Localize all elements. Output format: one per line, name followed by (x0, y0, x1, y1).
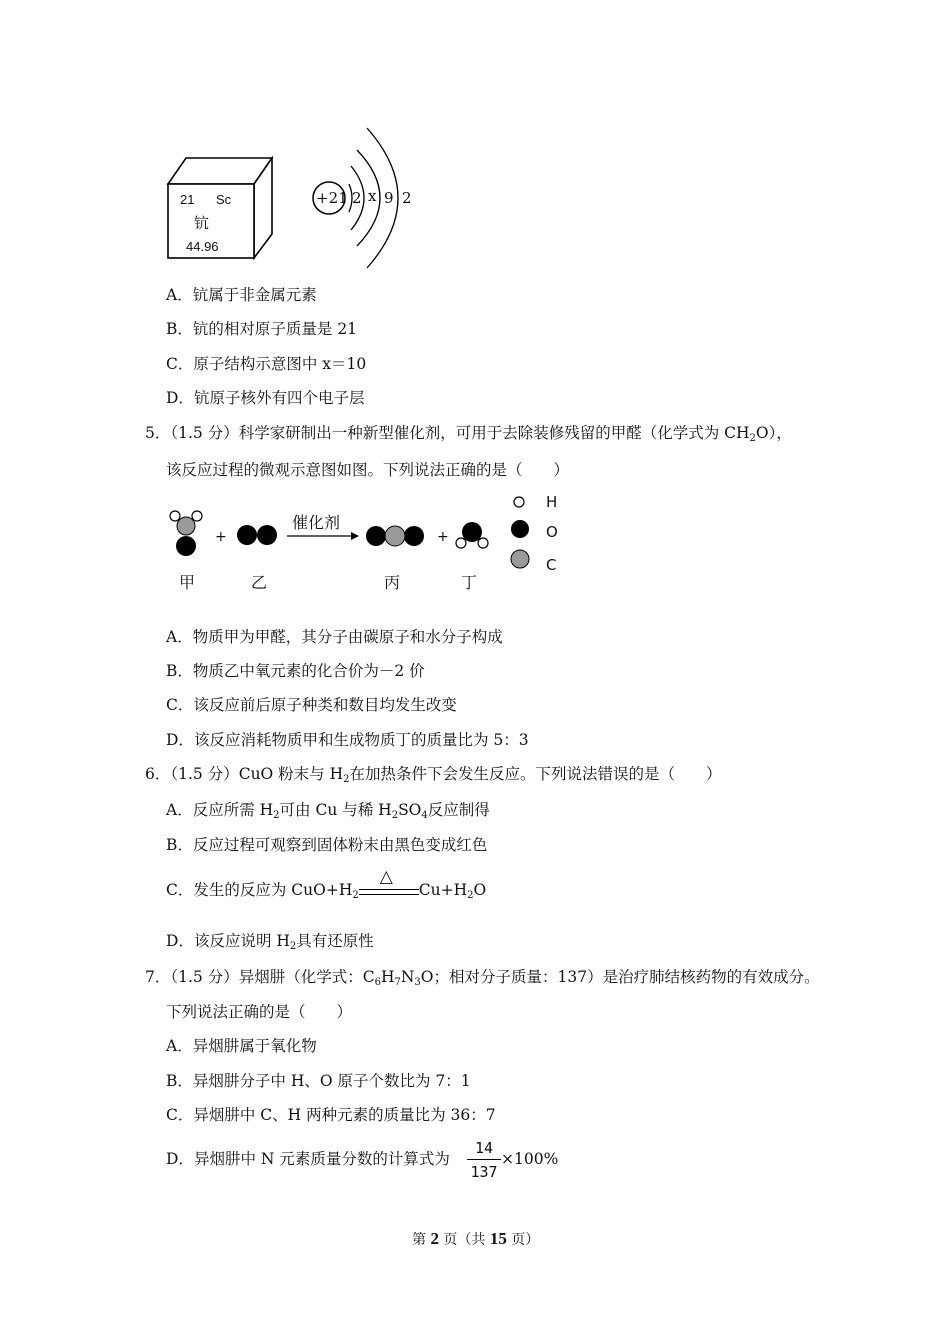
q7-option-d: D．异烟肼中 N 元素质量分数的计算式为 (166, 1150, 450, 1168)
q7-option-a: A．异烟肼属于氧化物 (166, 1037, 317, 1055)
q4-option-a: A．钪属于非金属元素 (166, 286, 317, 304)
q6-option-d: D．该反应说明 $H_2$具有还原性 (166, 932, 374, 952)
equals-bar (359, 889, 419, 895)
fraction-bar (467, 1159, 501, 1160)
element-number: 21 (180, 192, 195, 207)
q5-stem-line2: 该反应过程的微观示意图如图。下列说法正确的是（ ） (166, 461, 570, 479)
q7-stem-line1: 7．（1.5 分）异烟肼（化学式：$C_6H_7N_3O$；相对分子质量：137）是治疗肺结核药物的有效成分。 (145, 968, 820, 988)
page-footer: 第 2 页（共 15 页） (412, 1229, 540, 1248)
label-bing: 丙 (384, 573, 401, 592)
q7-stem-line2: 下列说法正确的是（ ） (166, 1003, 353, 1021)
q4-option-b: B．钪的相对原子质量是 21 (166, 320, 358, 338)
legend-c-label: C (546, 556, 557, 574)
shell-3-count: 9 (384, 189, 394, 207)
q5-stem-line1: 5．（1.5 分）科学家研制出一种新型催化剂，可用于去除装修残留的甲醛（化学式为 $CH_2O$）， (145, 424, 792, 444)
reaction-micro-diagram (165, 495, 585, 580)
nucleus-charge: +21 (316, 189, 348, 207)
q5-option-b: B．物质乙中氧元素的化合价为－2 价 (166, 662, 425, 680)
q6-stem: 6．（1.5 分）CuO 粉末与 $H_2$在加热条件下会发生反应。下列说法错误的是（ ） (145, 765, 722, 785)
q6-option-c: C．发生的反应为 $CuO+H_2$ △ $Cu+H_2O$ (166, 867, 487, 901)
legend-h-label: H (546, 493, 558, 511)
q7-option-b: B．异烟肼分子中 H、O 原子个数比为 7：1 (166, 1072, 471, 1090)
label-ding: 丁 (461, 573, 478, 592)
q5-option-a: A．物质甲为甲醛，其分子由碳原子和水分子构成 (166, 628, 503, 646)
reaction-plus-2: + (437, 529, 449, 545)
legend-o-label: O (546, 523, 558, 541)
q6-option-a: A．反应所需 $H_2$可由 Cu 与稀 $H_2SO_4$反应制得 (166, 801, 490, 821)
q4-option-d: D．钪原子核外有四个电子层 (166, 389, 365, 407)
fraction-suffix: ×100% (501, 1150, 559, 1168)
shell-1-count: 2 (352, 189, 362, 207)
fraction-numerator: 14 (474, 1139, 494, 1157)
element-name: 钪 (194, 214, 210, 232)
q6-option-b: B．反应过程可观察到固体粉末由黑色变成红色 (166, 836, 488, 854)
label-yi: 乙 (251, 573, 268, 592)
element-symbol: Sc (216, 192, 232, 207)
shell-4-count: 2 (402, 189, 412, 207)
label-jia: 甲 (179, 573, 196, 592)
heat-condition-symbol: △ (379, 867, 393, 887)
q5-option-c: C．该反应前后原子种类和数目均发生改变 (166, 696, 457, 714)
element-mass: 44.96 (186, 239, 219, 254)
reaction-plus-1: + (215, 529, 227, 545)
reaction-catalyst-label: 催化剂 (292, 513, 341, 532)
q7-option-c: C．异烟肼中 C、H 两种元素的质量比为 36：7 (166, 1106, 496, 1124)
shell-2-count: x (368, 187, 377, 205)
q5-option-d: D．该反应消耗物质甲和生成物质丁的质量比为 5：3 (166, 731, 529, 749)
fraction-denominator: 137 (470, 1163, 498, 1181)
q4-option-c: C．原子结构示意图中 x＝10 (166, 355, 367, 373)
